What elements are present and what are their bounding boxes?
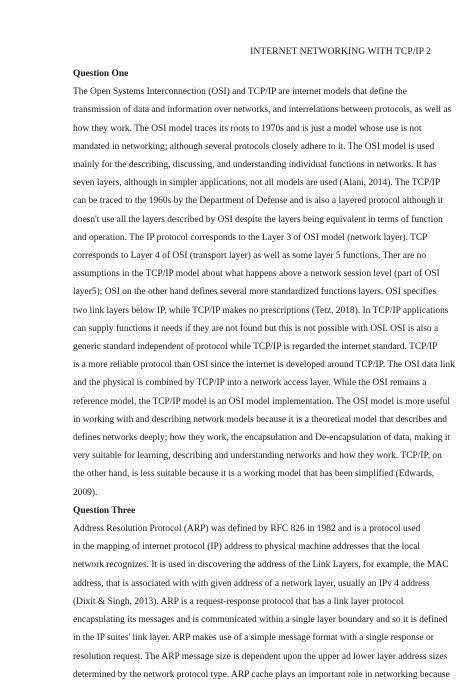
text-line: the other hand, is less suitable because it is a working model that has been simplified (Edwards, [73, 469, 435, 480]
text-line: and operation. The IP protocol corresponds to the Layer 3 of OSI model (network layer). TCP [73, 232, 428, 243]
running-head: INTERNET NETWORKING WITH TCP/IP 2 [250, 46, 431, 57]
text-line: two link layers below IP, while TCP/IP makes no prescriptions (Tetz, 2018). In TCP/IP applications [73, 305, 449, 316]
text-line: encapsulating its messages and is communicated within a single layer boundary and so it is defined [73, 615, 448, 626]
text-line: how they work. The OSI model traces its roots to 1970s and is just a model whose use is not [73, 123, 422, 134]
document-body [47, 65, 455, 684]
text-line: Address Resolution Protocol (ARP) was defined by RFC 826 in 1982 and is a protocol used [73, 524, 421, 535]
text-line: transmission of data and information over networks, and interrelations between protocols, as well as [73, 105, 452, 116]
text-line: (Dixit & Singh, 2013). ARP is a request-response protocol that has a link layer protocol [73, 596, 404, 607]
text-line: reference model, the TCP/IP model is an OSI model implementation. The OSI model is more useful [73, 396, 450, 407]
text-line: corresponds to Layer 4 of OSI (transport layer) as well as some layer 5 functions. Ther are no [73, 251, 427, 262]
text-line: very suitable for learning, describing and understanding networks and how they work. TCP/IP, on [73, 451, 442, 462]
text-line: is a more reliable protocol than OSI since the internet is developed around TCP/IP. The OSI data link [73, 360, 455, 371]
text-line: in the mapping of internet protocol (IP) address to physical machine addresses that the local [73, 542, 420, 553]
text-line: doesn't use all the layers described by OSI despite the layers being equivalent in terms of function [73, 214, 443, 225]
text-line: layer5); OSI on the other hand defines several more standardized functions layers. OSI specifies [73, 287, 437, 298]
text-line: defines networks deeply; how they work, the encapsulation and De-encapsulation of data, making it [73, 433, 451, 444]
text-line: in working with and describing network models because it is a theoretical model that describes and [73, 414, 447, 425]
text-line: The Open Systems Interconnection (OSI) and TCP/IP are internet models that define the [73, 87, 407, 98]
text-line: network recognizes. It is used in discovering the address of the Link Layers, for example, the MAC [73, 560, 449, 571]
section-one-paragraph [47, 83, 455, 502]
text-line: assumptions in the TCP/IP model about what happens above a network session level (part of OSI [73, 269, 440, 280]
text-line: resolution request. The ARP message size is dependent upon the upper ad lower layer address sizes [73, 651, 448, 662]
text-line: mainly for the describing, discussing, and understanding individual functions in networks. It has [73, 160, 437, 171]
section-heading-question-three: Question Three [73, 505, 136, 516]
text-line: and the physical is combined by TCP/IP into a network access layer. While the OSI remains a [73, 378, 427, 389]
text-line: seven layers, although in simpler applications, not all models are used (Alani, 2014). The TCP/IP [73, 178, 441, 189]
text-line: 2009). [73, 487, 98, 498]
section-heading-question-one: Question One [73, 69, 129, 79]
text-line: can be traced to the 1960s by the Department of Defense and is also a layered protocol although it [73, 196, 444, 207]
text-line: determined by the network protocol type. ARP cache plays an important role in networking because [73, 669, 450, 680]
text-line: address, that is associated with with given address of a network layer, usually an IPv 4 address [73, 578, 430, 589]
text-line: generic standard independent of protocol while TCP/IP is regarded the internet standard. TCP/IP [73, 342, 438, 353]
section-three-paragraph [47, 520, 450, 684]
text-line: in the IP suites' link layer. ARP makes use of a simple message format with a single response or [73, 633, 434, 644]
text-line: can supply functions it needs if they are not found but this is not possible with OSI. OSI is also a [73, 323, 439, 334]
text-line: mandated in networking; although several protocols closely adhere to it. The OSI model is used [73, 141, 435, 152]
